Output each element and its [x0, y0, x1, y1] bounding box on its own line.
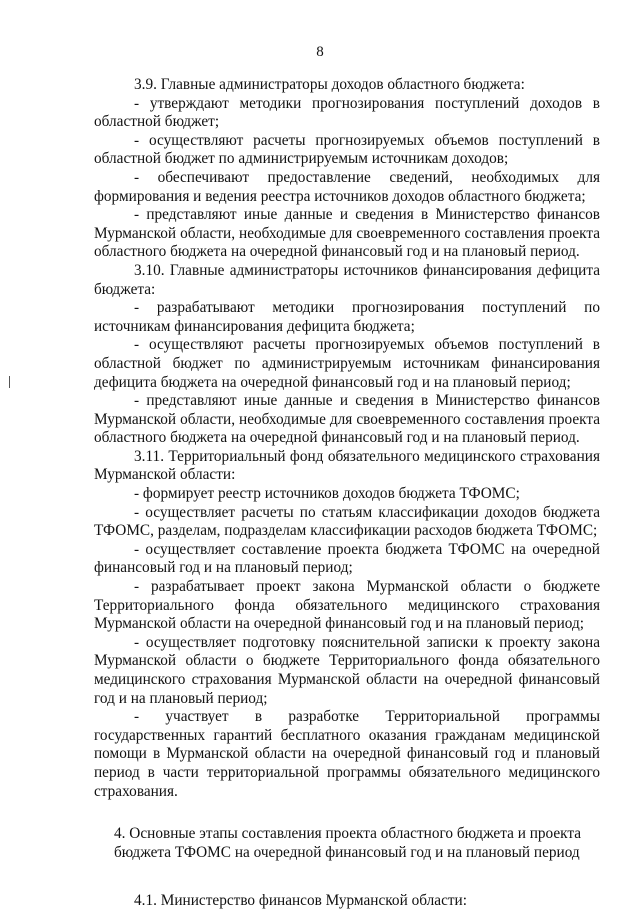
- subsection-heading: 4.1. Министерство финансов Мурманской области:: [134, 892, 467, 910]
- paragraph: - разрабатывают методики прогнозирования поступлений по источникам финансирования дефицита бюджета;: [94, 299, 600, 335]
- paragraph: 3.11. Территориальный фонд обязательного медицинского страхования Мурманской области:: [94, 447, 600, 484]
- paragraph: - осуществляет составление проекта бюджета ТФОМС на очередной финансовый год и на плановый период;: [94, 540, 600, 577]
- document-body: [94, 76, 600, 911]
- paragraph-list: [94, 76, 600, 801]
- paragraph: - участвует в разработке Территориальной программы государственных гарантий бесплатного оказания гражданам медицинской помощи в Мурманской области на очередной финансовый год и плановый период в части территориальной программы обязательного медицинского страхования.: [94, 708, 600, 800]
- section-heading: 4. Основные этапы составления проекта областного бюджета и проекта бюджета ТФОМС на очередной финансовый год и на плановый период: [114, 825, 582, 861]
- binding-mark: [9, 376, 10, 388]
- paragraph: - представляют иные данные и сведения в Министерство финансов Мурманской области, необходимые для своевременного составления проекта областного бюджета на очередной финансовый год и на плановый период.: [94, 206, 600, 261]
- paragraph: - осуществляет подготовку пояснительной записки к проекту закона Мурманской области о бюджете Территориального фонда обязательного медицинского страхования Мурманской области на очередной финансовый год и на плановый период;: [94, 633, 600, 707]
- paragraph: - осуществляют расчеты прогнозируемых объемов поступлений в областной бюджет по администрируемым источникам финансирования дефицита бюджета на очередной финансовый год и на плановый период;: [94, 336, 600, 391]
- paragraph: 3.10. Главные администраторы источников финансирования дефицита бюджета:: [94, 261, 600, 298]
- page-number: 8: [316, 44, 324, 60]
- paragraph: - утверждают методики прогнозирования поступлений доходов в областной бюджет;: [94, 94, 600, 131]
- paragraph: - представляют иные данные и сведения в Министерство финансов Мурманской области, необходимые для своевременного составления проекта областного бюджета на очередной финансовый год и на плановый период.: [94, 392, 600, 447]
- paragraph: - разрабатывает проект закона Мурманской области о бюджете Территориального фонда обязательного медицинского страхования Мурманской области на очередной финансовый год и на плановый период;: [94, 578, 600, 633]
- paragraph: - обеспечивают предоставление сведений, необходимых для формирования и ведения реестра источников доходов областного бюджета;: [94, 168, 600, 205]
- paragraph: 3.9. Главные администраторы доходов областного бюджета:: [134, 76, 525, 93]
- paragraph: - осуществляют расчеты прогнозируемых объемов поступлений в областной бюджет по администрируемым источникам доходов;: [94, 131, 600, 168]
- paragraph: - формирует реестр источников доходов бюджета ТФОМС;: [134, 485, 520, 503]
- paragraph: - осуществляет расчеты по статьям классификации доходов бюджета ТФОМС, разделам, подразделам классификации расходов бюджета ТФОМС;: [94, 503, 600, 540]
